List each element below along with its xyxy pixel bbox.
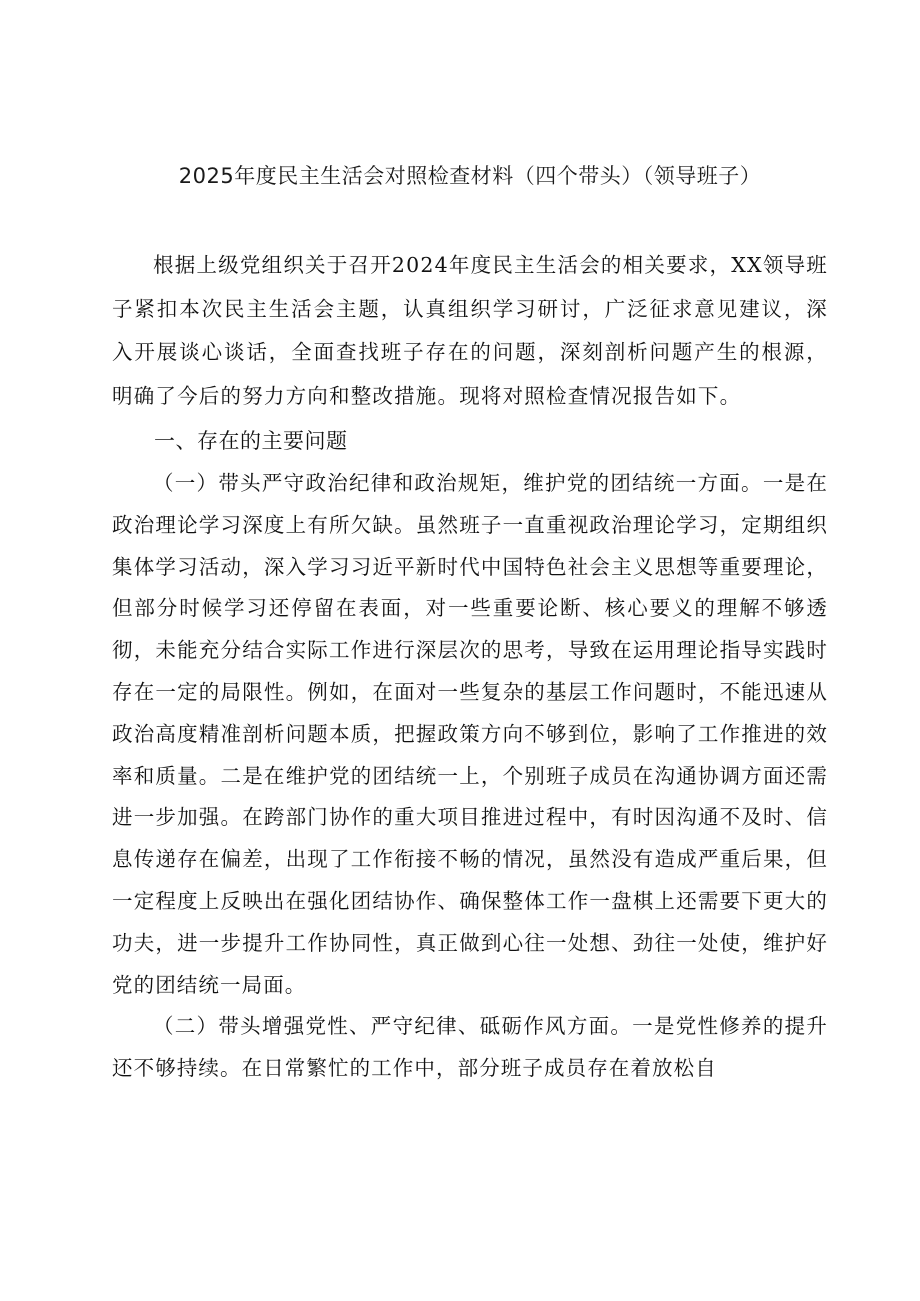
section-heading-problems: 一、存在的主要问题 xyxy=(154,429,348,453)
subsection-2-body: 一是党性修养的提升还不够持续。在日常繁忙的工作中，部分班子成员存在着放松自 xyxy=(112,1014,828,1081)
intro-paragraph: 根据上级党组织关于召开2024年度民主生活会的相关要求，XX领导班子紧扣本次民主生活会主题，认真组织学习研讨，广泛征求意见建议，深入开展谈心谈话，全面查找班子存在的问题，深刻剖析问题产生的根源，明确了今后的努力方向和整改措施。现将对照检查情况报告如下。 xyxy=(112,253,828,408)
subsection-2-lead: （二）带头增强党性、严守纪律、砥砺作风方面。 xyxy=(153,1014,633,1039)
subsection-1-body: 一是在政治理论学习深度上有所欠缺。虽然班子一直重视政治理论学习，定期组织集体学习活动，深入学习习近平新时代中国特色社会主义思想等重要理论，但部分时候学习还停留在表面，对一些重要论断、核心要义的理解不够透彻，未能充分结合实际工作进行深层次的思考，导致在运用理论指导实践时存在一定的局限性。例如，在面对一些复杂的基层工作问题时，不能迅速从政治高度精准剖析问题本质，把握政策方向不够到位，影响了工作推进的效率和质量。二是在维护党的团结统一上，个别班子成员在沟通协调方面还需进一步加强。在跨部门协作的重大项目推进过程中，有时因沟通不及时、信息传递存在偏差，出现了工作衔接不畅的情况，虽然没有造成严重后果，但一定程度上反映出在强化团结协作、确保整体工作一盘棋上还需要下更大的功夫，进一步提升工作协同性，真正做到心往一处想、劲往一处使，维护好党的团结统一局面。 xyxy=(112,471,828,997)
subsection-2-paragraph xyxy=(112,1006,828,1090)
subsection-1-paragraph xyxy=(112,463,828,1006)
subsection-1-lead: （一）带头严守政治纪律和政治规矩，维护党的团结统一方面。 xyxy=(153,471,763,495)
document-title: 2025年度民主生活会对照检查材料（四个带头）（领导班子） xyxy=(178,164,762,188)
